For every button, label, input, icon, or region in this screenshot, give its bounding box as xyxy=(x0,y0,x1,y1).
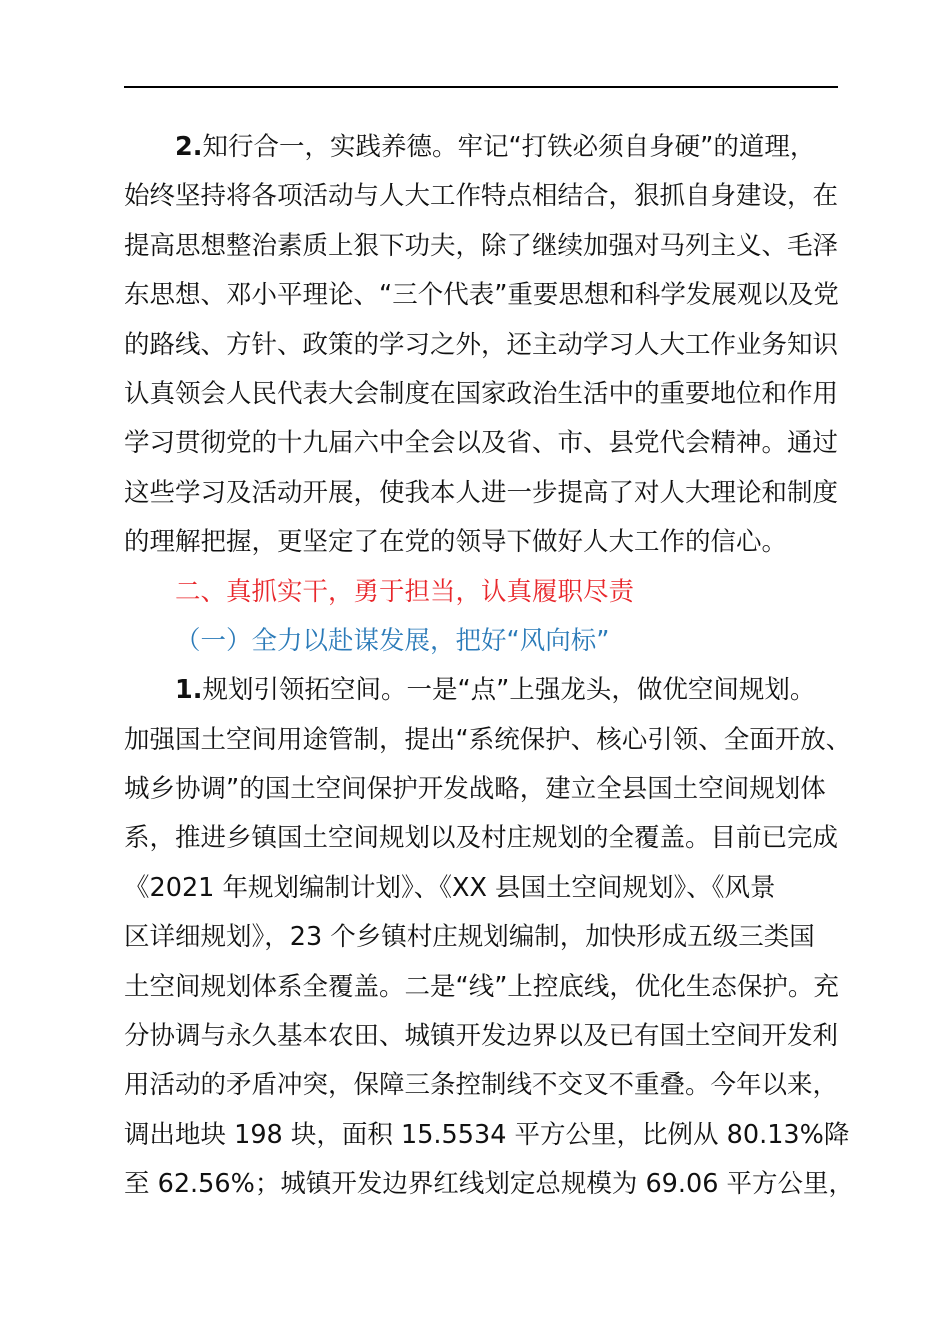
header-rule xyxy=(124,86,838,88)
paragraph-line: 《2021 年规划编制计划》、《XX 县国土空间规划》、《风景 xyxy=(124,872,776,903)
paragraph-line: 这些学习及活动开展，使我本人进一步提高了对人大理论和制度 xyxy=(124,477,839,508)
paragraph-line: 区详细规划》，23 个乡镇村庄规划编制，加快形成五级三类国 xyxy=(124,922,815,953)
paragraph-line: 加强国土空间用途管制，提出“系统保护、核心引领、全面开放、 xyxy=(124,724,852,755)
item-number: 2. xyxy=(175,132,203,162)
paragraph-line: 认真领会人民代表大会制度在国家政治生活中的重要地位和作用 xyxy=(124,378,839,409)
paragraph-line xyxy=(124,123,844,172)
paragraph-line: 用活动的矛盾冲突，保障三条控制线不交叉不重叠。今年以来， xyxy=(124,1070,839,1101)
paragraph-line: 土空间规划体系全覆盖。二是“线”上控底线，优化生态保护。充 xyxy=(124,971,839,1002)
paragraph-line: 至 62.56%；城镇开发边界红线划定总规模为 69.06 平方公里， xyxy=(124,1169,855,1200)
line-text: 规划引领拓空间。一是“点”上强龙头，做优空间规划。 xyxy=(202,675,816,706)
paragraph-line: 系，推进乡镇国土空间规划以及村庄规划的全覆盖。目前已完成 xyxy=(124,823,839,854)
paragraph-line: 的路线、方针、政策的学习之外，还主动学习人大工作业务知识 xyxy=(124,329,839,360)
paragraph-planning xyxy=(124,666,855,1209)
subsection-heading: （一）全力以赴谋发展，把好“风向标” xyxy=(175,625,610,656)
section-heading: 二、真抓实干，勇于担当，认真履职尽责 xyxy=(175,576,635,607)
item-number: 1. xyxy=(175,675,203,706)
line-text: 知行合一，实践养德。牢记“打铁必须自身硬”的道理， xyxy=(202,132,816,162)
paragraph-line: 分协调与永久基本农田、城镇开发边界以及已有国土空间开发利 xyxy=(124,1021,839,1052)
paragraph-line: 调出地块 198 块，面积 15.5534 平方公里，比例从 80.13%降 xyxy=(124,1119,850,1150)
paragraph-line: 东思想、邓小平理论、“三个代表”重要思想和科学发展观以及党 xyxy=(124,280,839,311)
paragraph-line: 提高思想整治素质上狠下功夫，除了继续加强对马列主义、毛泽 xyxy=(124,230,839,261)
paragraph-line: 学习贯彻党的十九届六中全会以及省、市、县党代会精神。通过 xyxy=(124,428,839,459)
paragraph-knowledge-practice xyxy=(124,123,844,568)
paragraph-line: 始终坚持将各项活动与人大工作特点相结合，狠抓自身建设，在 xyxy=(124,181,839,212)
paragraph-line xyxy=(124,666,844,715)
paragraph-line: 的理解把握，更坚定了在党的领导下做好人大工作的信心。 xyxy=(124,527,788,558)
paragraph-line: 城乡协调”的国土空间保护开发战略，建立全县国土空间规划体 xyxy=(124,774,826,805)
document-body xyxy=(124,123,855,1210)
